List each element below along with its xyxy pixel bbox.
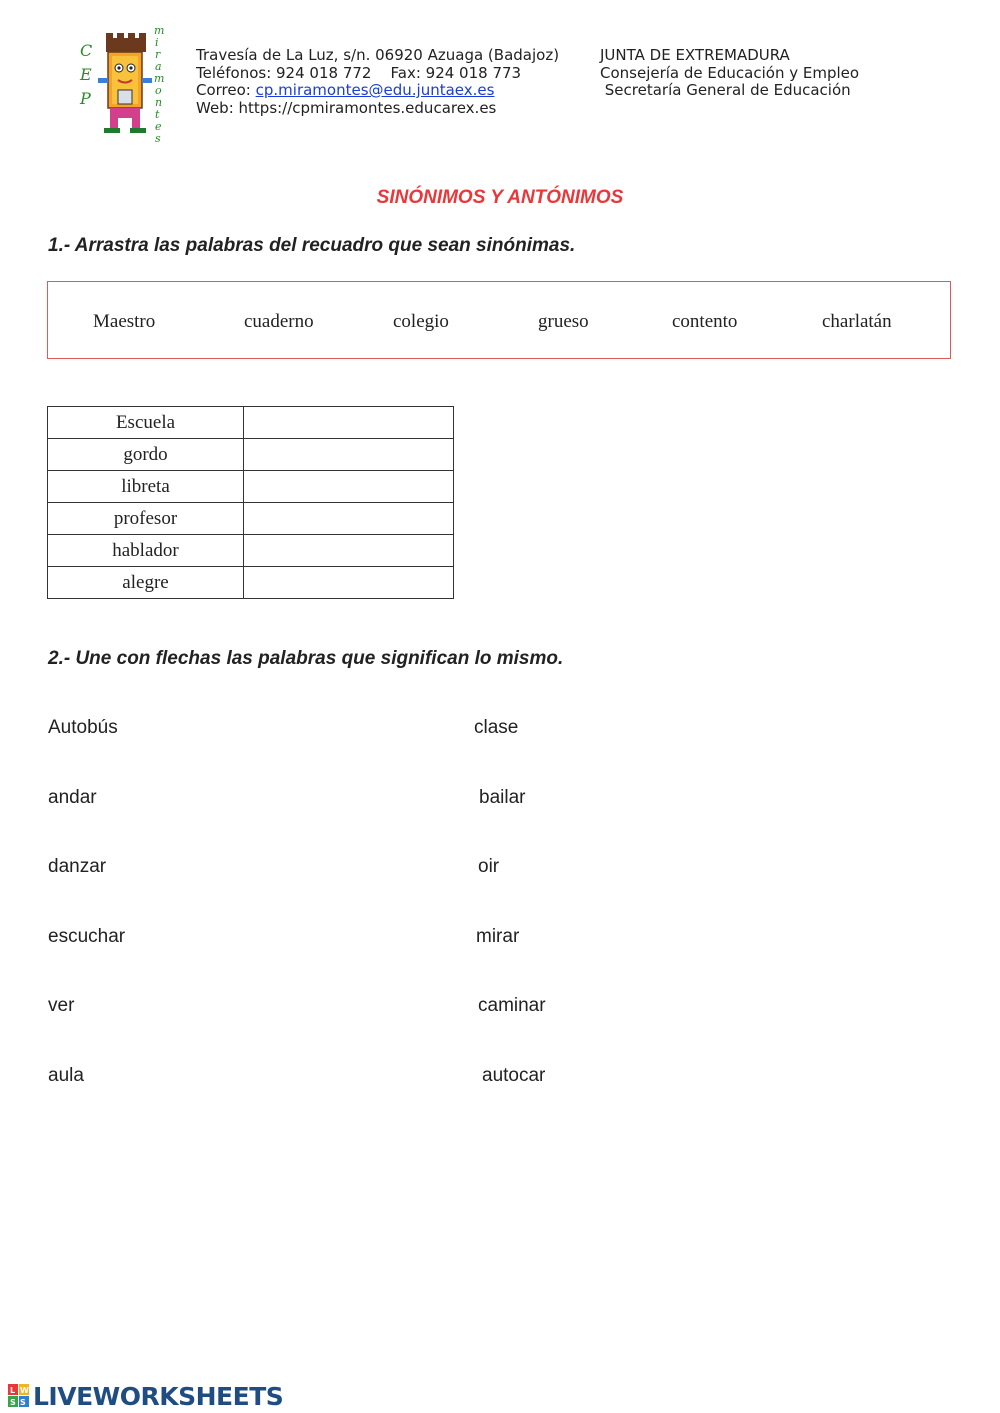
logo-letter: e — [155, 120, 162, 133]
icon-letter: S — [10, 1398, 16, 1407]
icon-letter: W — [20, 1386, 29, 1395]
match-right-word[interactable]: mirar — [476, 926, 520, 947]
match-left-word[interactable]: aula — [48, 1065, 84, 1086]
answer-drop-zone[interactable] — [244, 567, 454, 599]
school-logo — [74, 18, 168, 146]
answer-drop-zone[interactable] — [244, 471, 454, 503]
table-word: libreta — [48, 471, 244, 503]
table-row — [48, 567, 454, 599]
icon-letter: S — [20, 1398, 26, 1407]
table-row — [48, 471, 454, 503]
logo-letter: r — [155, 48, 161, 61]
logo-letter: o — [155, 84, 162, 97]
exercise-1-instruction: 1.- Arrastra las palabras del recuadro que sean sinónimas. — [48, 235, 576, 256]
match-right-word[interactable]: caminar — [478, 995, 546, 1016]
table-row — [48, 439, 454, 471]
word-bank — [47, 281, 951, 359]
table-word: hablador — [48, 535, 244, 567]
table-word: Escuela — [48, 407, 244, 439]
answer-drop-zone[interactable] — [244, 439, 454, 471]
logo-letter: a — [155, 60, 162, 73]
word-bank-item[interactable]: charlatán — [822, 311, 892, 332]
match-right-word[interactable]: oir — [478, 856, 500, 877]
logo-letter: m — [154, 24, 165, 37]
school-address — [196, 47, 559, 117]
gov-line-3: Secretaría General de Educación — [600, 81, 851, 99]
logo-letter-p: P — [80, 89, 91, 108]
logo-letter: n — [155, 96, 163, 109]
liveworksheets-footer — [8, 1382, 283, 1410]
match-left-word[interactable]: ver — [48, 995, 75, 1016]
email-link[interactable]: cp.miramontes@edu.juntaex.es — [255, 81, 495, 99]
match-left-word[interactable]: andar — [48, 787, 97, 808]
word-bank-item[interactable]: colegio — [393, 311, 449, 332]
word-bank-item[interactable]: cuaderno — [244, 311, 314, 332]
table-row — [48, 503, 454, 535]
match-right-word[interactable]: autocar — [482, 1065, 546, 1086]
answer-drop-zone[interactable] — [244, 503, 454, 535]
synonym-table — [47, 406, 454, 599]
gov-line-1: JUNTA DE EXTREMADURA — [600, 46, 790, 64]
word-bank-item[interactable]: Maestro — [93, 311, 156, 332]
match-right-word[interactable]: clase — [474, 717, 519, 738]
logo-letter: t — [155, 108, 160, 121]
gov-line-2: Consejería de Educación y Empleo — [600, 63, 860, 82]
liveworksheets-brand[interactable]: LIVEWORKSHEETS — [33, 1381, 284, 1411]
match-right-word[interactable]: bailar — [479, 787, 526, 808]
match-left-word[interactable]: escuchar — [48, 926, 126, 947]
email-line — [196, 82, 559, 100]
table-row — [48, 535, 454, 567]
answer-drop-zone[interactable] — [244, 407, 454, 439]
match-left-word[interactable]: Autobús — [48, 717, 118, 738]
logo-letter: m — [154, 72, 165, 85]
word-bank-item[interactable]: grueso — [538, 311, 589, 332]
web-line: Web: https://cpmiramontes.educarex.es — [196, 98, 497, 117]
logo-letter: i — [155, 36, 159, 49]
word-bank-item[interactable]: contento — [672, 311, 738, 332]
icon-letter: L — [10, 1386, 16, 1395]
table-word: profesor — [48, 503, 244, 535]
liveworksheets-icon — [8, 1384, 30, 1408]
table-word: alegre — [48, 567, 244, 599]
logo-letter: s — [155, 132, 161, 145]
table-row — [48, 407, 454, 439]
logo-letter-c: C — [80, 41, 93, 60]
table-word: gordo — [48, 439, 244, 471]
logo-letter-e: E — [80, 65, 92, 84]
worksheet-title: SINÓNIMOS Y ANTÓNIMOS — [376, 187, 624, 208]
phone-line: Teléfonos: 924 018 772 Fax: 924 018 773 — [196, 63, 522, 82]
address-line: Travesía de La Luz, s/n. 06920 Azuaga (Badajoz) — [196, 46, 560, 64]
email-label: Correo: — [196, 81, 256, 99]
match-left-word[interactable]: danzar — [48, 856, 107, 877]
exercise-2-instruction: 2.- Une con flechas las palabras que significan lo mismo. — [48, 648, 564, 669]
government-header — [600, 47, 859, 100]
answer-drop-zone[interactable] — [244, 535, 454, 567]
